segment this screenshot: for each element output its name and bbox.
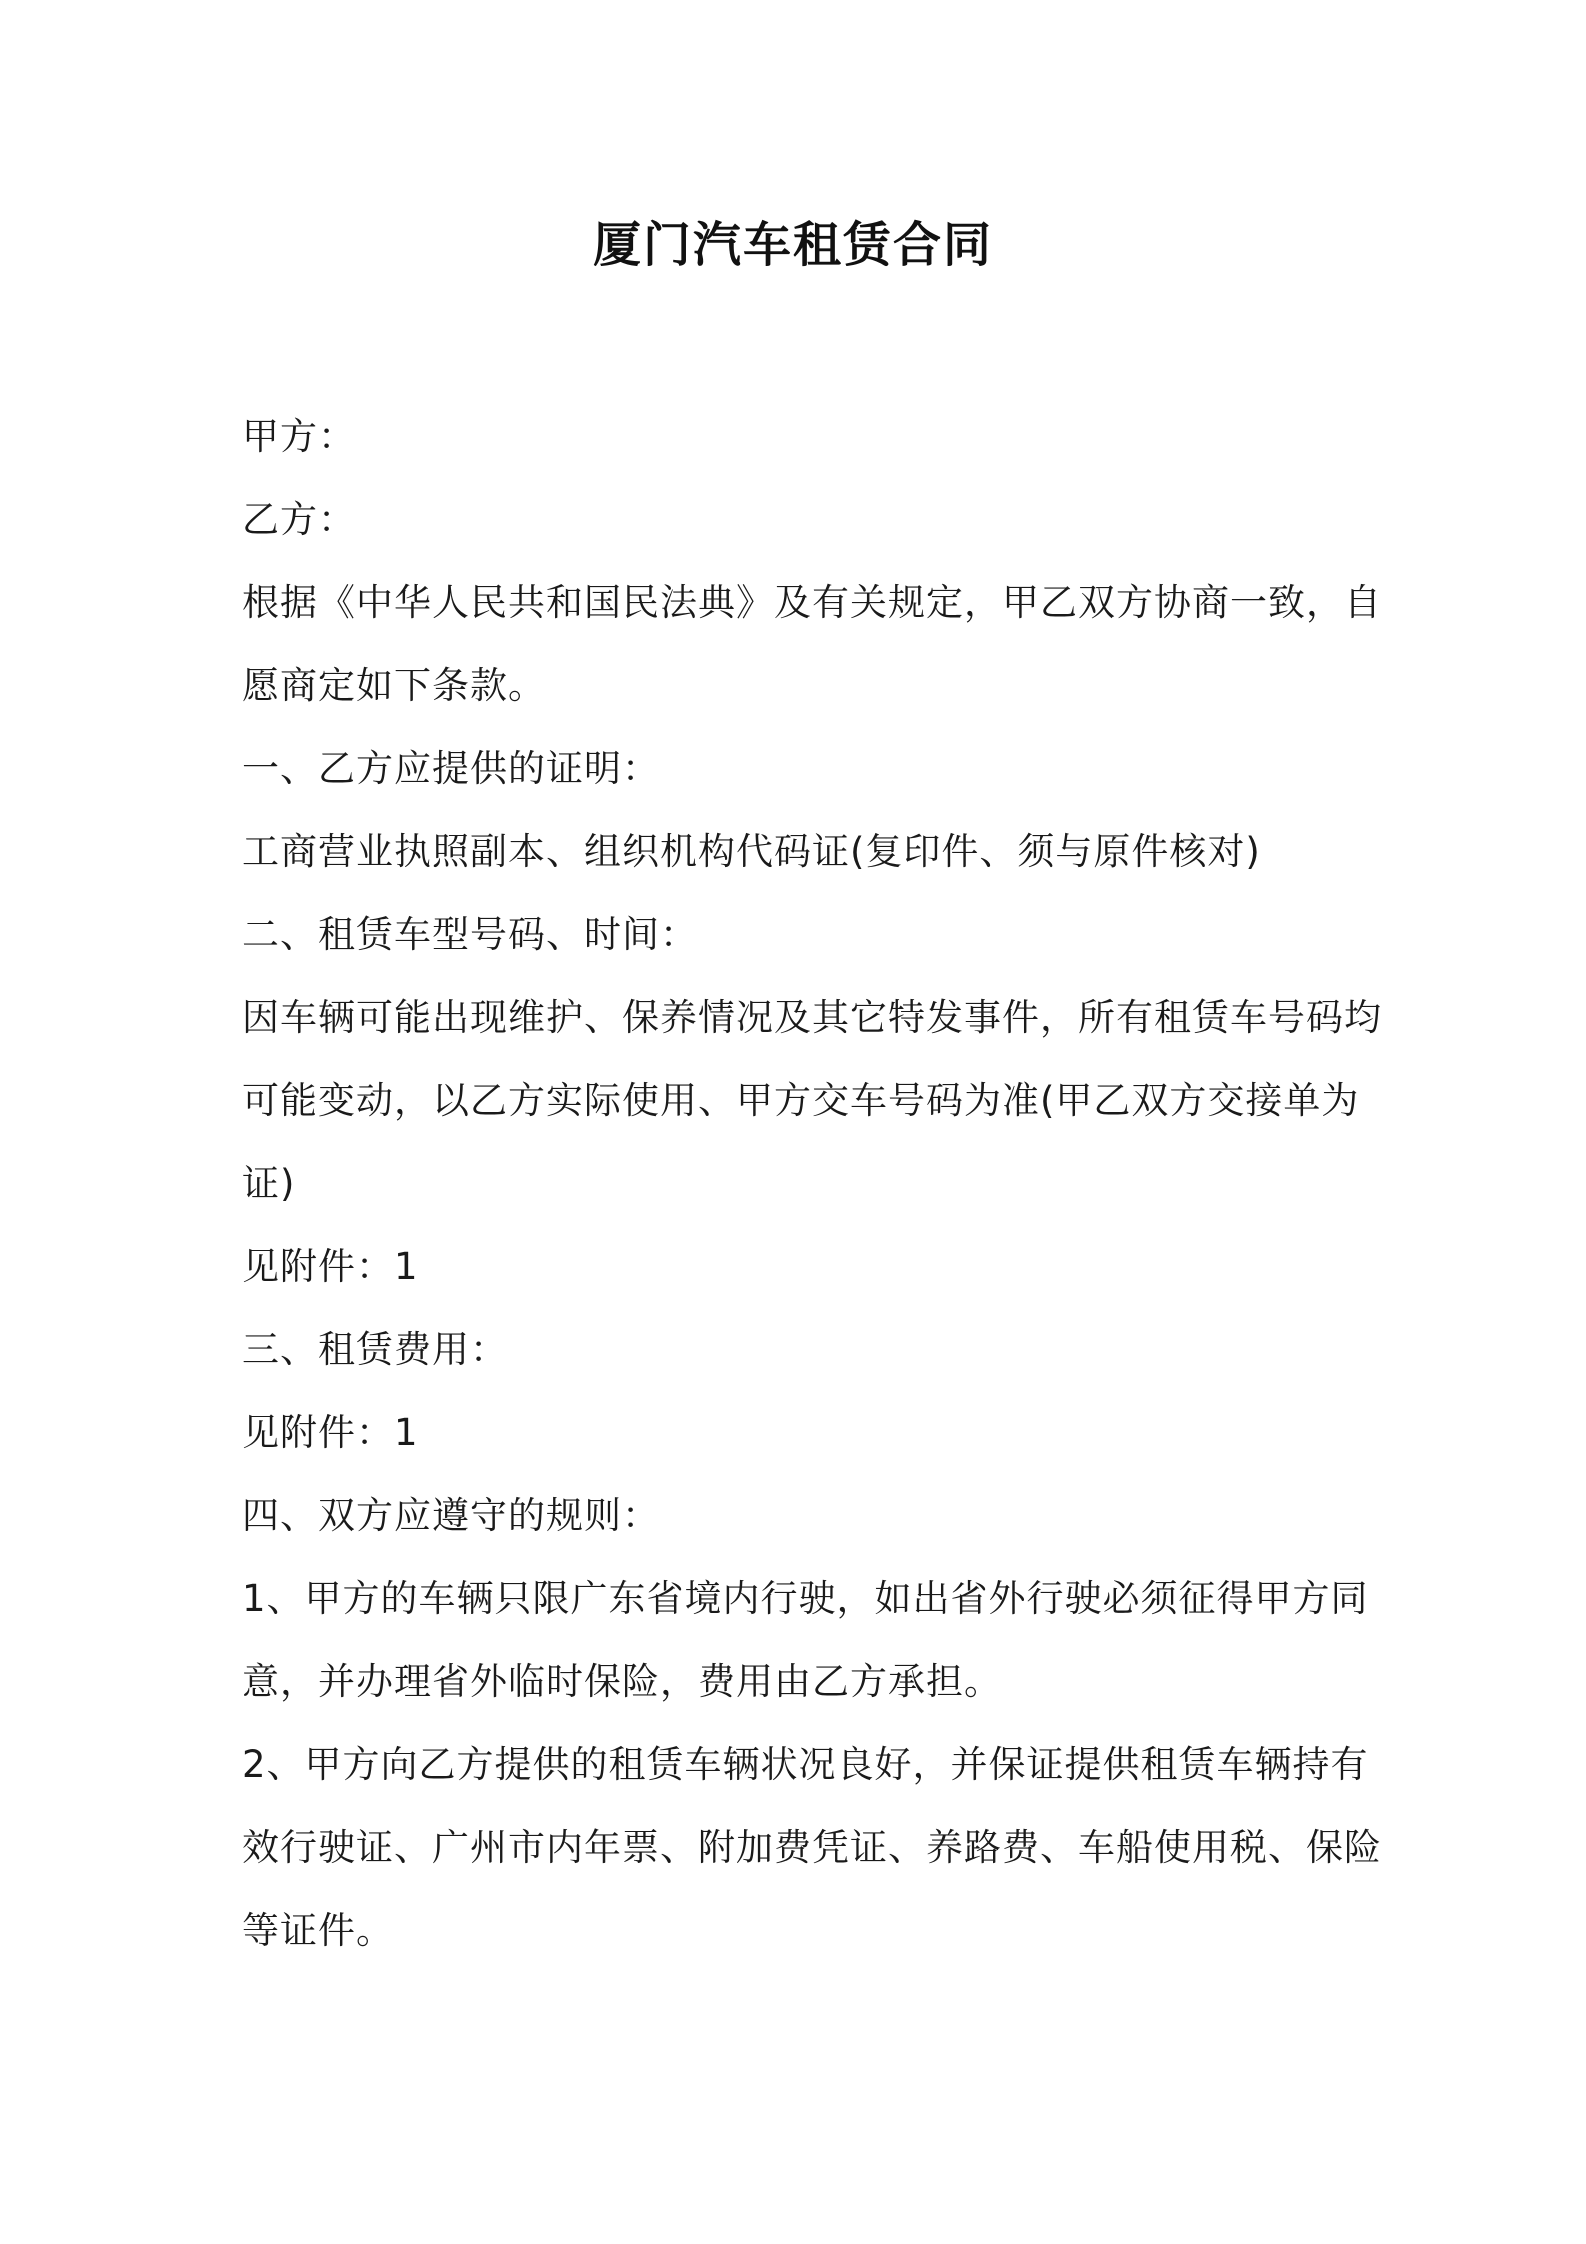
- rule-item: 意，并办理省外临时保险，费用由乙方承担。: [242, 1660, 1002, 1703]
- rule-item: 等证件。: [242, 1909, 394, 1952]
- document-body: [242, 395, 1382, 1972]
- party-b-line: 乙方：: [242, 498, 356, 541]
- paragraph-line: 工商营业执照副本、组织机构代码证(复印件、须与原件核对): [242, 830, 1261, 873]
- rule-item: 2、甲方向乙方提供的租赁车辆状况良好，并保证提供租赁车辆持有: [242, 1743, 1369, 1786]
- paragraph-line: 证): [242, 1162, 296, 1205]
- document-title: 厦门汽车租赁合同: [592, 217, 993, 273]
- party-a-line: 甲方：: [242, 415, 356, 458]
- section-heading: 三、租赁费用：: [242, 1328, 508, 1371]
- preamble-line: 愿商定如下条款。: [242, 664, 546, 707]
- preamble-line: 根据《中华人民共和国民法典》及有关规定，甲乙双方协商一致，自: [242, 581, 1382, 624]
- rule-item: 1、甲方的车辆只限广东省境内行驶，如出省外行驶必须征得甲方同: [242, 1577, 1369, 1620]
- rule-item: 效行驶证、广州市内年票、附加费凭证、养路费、车船使用税、保险: [242, 1826, 1382, 1869]
- section-heading: 四、双方应遵守的规则：: [242, 1494, 660, 1537]
- paragraph-line: 因车辆可能出现维护、保养情况及其它特发事件，所有租赁车号码均: [242, 996, 1382, 1039]
- paragraph-line: 可能变动，以乙方实际使用、甲方交车号码为准(甲乙双方交接单为: [242, 1079, 1360, 1122]
- attachment-reference: 见附件：1: [242, 1245, 419, 1288]
- section-heading: 二、租赁车型号码、时间：: [242, 913, 698, 956]
- attachment-reference: 见附件：1: [242, 1411, 419, 1454]
- section-heading: 一、乙方应提供的证明：: [242, 747, 660, 790]
